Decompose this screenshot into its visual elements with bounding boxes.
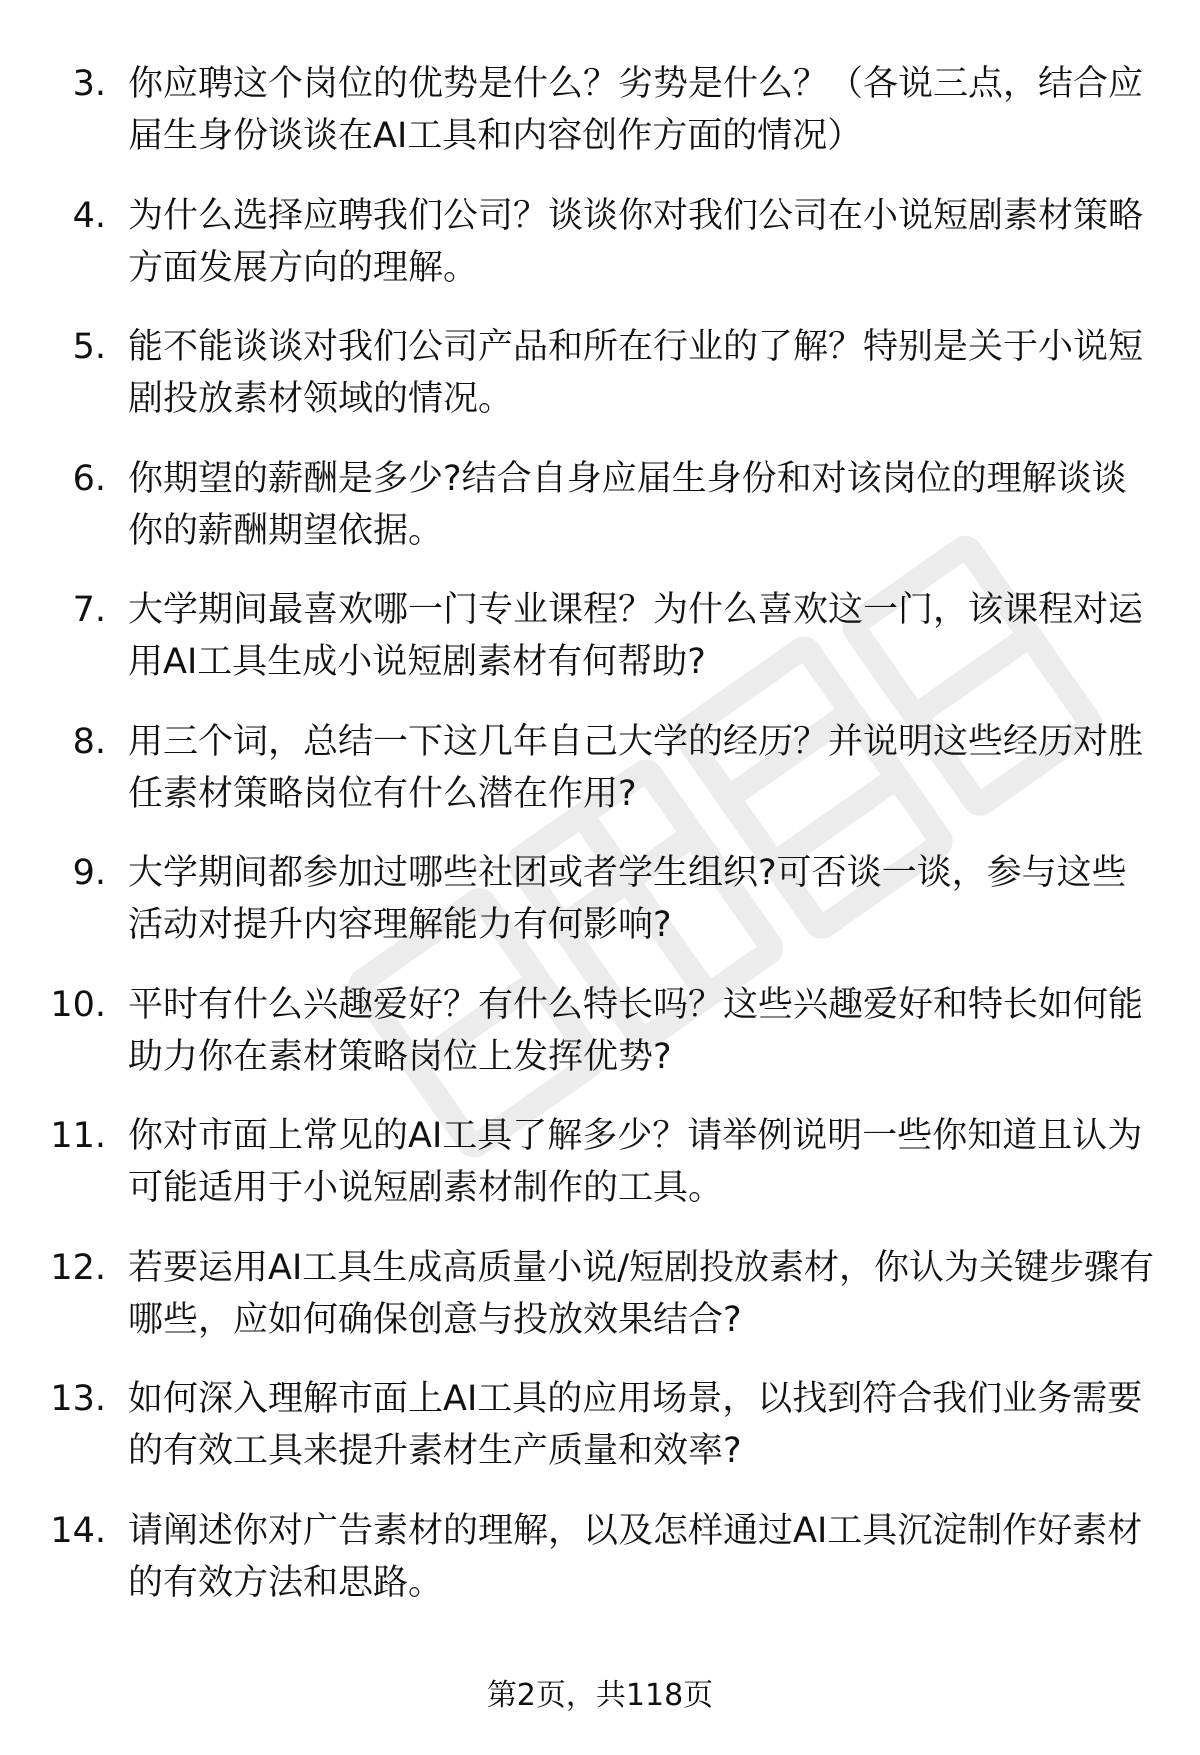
question-text: 你期望的薪酬是多少?结合自身应届生身份和对该岗位的理解谈谈你的薪酬期望依据。 [128,458,1127,551]
question-item [0,453,1200,585]
question-text: 用三个词，总结一下这几年自己大学的经历？并说明这些经历对胜任素材策略岗位有什么潜在作用? [128,721,1144,814]
question-text: 平时有什么兴趣爱好？有什么特长吗？这些兴趣爱好和特长如何能助力你在素材策略岗位上发挥优势? [128,984,1144,1077]
question-number: 4. [72,195,106,236]
question-item [0,1110,1200,1242]
question-item [0,321,1200,453]
question-text: 若要运用AI工具生成高质量小说/短剧投放素材，你认为关键步骤有哪些，应如何确保创意与投放效果结合? [128,1247,1155,1340]
question-text: 大学期间都参加过哪些社团或者学生组织?可否谈一谈，参与这些活动对提升内容理解能力有何影响? [128,853,1127,945]
question-number: 12. [50,1247,106,1288]
question-item [0,584,1200,716]
question-number: 9. [72,853,106,893]
question-text: 如何深入理解市面上AI工具的应用场景，以找到符合我们业务需要的有效工具来提升素材生产质量和效率? [128,1379,1143,1471]
question-number: 5. [72,327,106,367]
question-item [0,190,1200,322]
question-number: 10. [50,984,106,1025]
question-list [0,58,1200,1636]
question-text: 能不能谈谈对我们公司产品和所在行业的了解？特别是关于小说短剧投放素材领域的情况。 [128,327,1144,419]
question-number: 7. [72,590,106,630]
question-item [0,1373,1200,1505]
question-item [0,847,1200,979]
page-footer: 第2页，共118页 [486,1678,714,1713]
question-number: 3. [72,64,106,104]
question-item [0,979,1200,1111]
question-item [0,58,1200,190]
question-text: 请阐述你对广告素材的理解，以及怎样通过AI工具沉淀制作好素材的有效方法和思路。 [128,1510,1143,1603]
question-number: 14. [50,1510,106,1551]
question-number: 11. [50,1116,106,1156]
question-text: 大学期间最喜欢哪一门专业课程？为什么喜欢这一门，该课程对运用AI工具生成小说短剧素材有何帮助? [128,590,1144,682]
question-text: 为什么选择应聘我们公司？谈谈你对我们公司在小说短剧素材策略方面发展方向的理解。 [128,195,1144,288]
question-item [0,1242,1200,1374]
question-number: 6. [72,458,106,499]
question-item [0,1505,1200,1637]
question-number: 13. [50,1379,106,1419]
question-text: 你应聘这个岗位的优势是什么？劣势是什么？（各说三点，结合应届生身份谈谈在AI工具和内容创作方面的情况） [128,64,1144,156]
question-item [0,716,1200,848]
question-number: 8. [72,721,106,762]
question-text: 你对市面上常见的AI工具了解多少？请举例说明一些你知道且认为可能适用于小说短剧素材制作的工具。 [128,1116,1143,1208]
